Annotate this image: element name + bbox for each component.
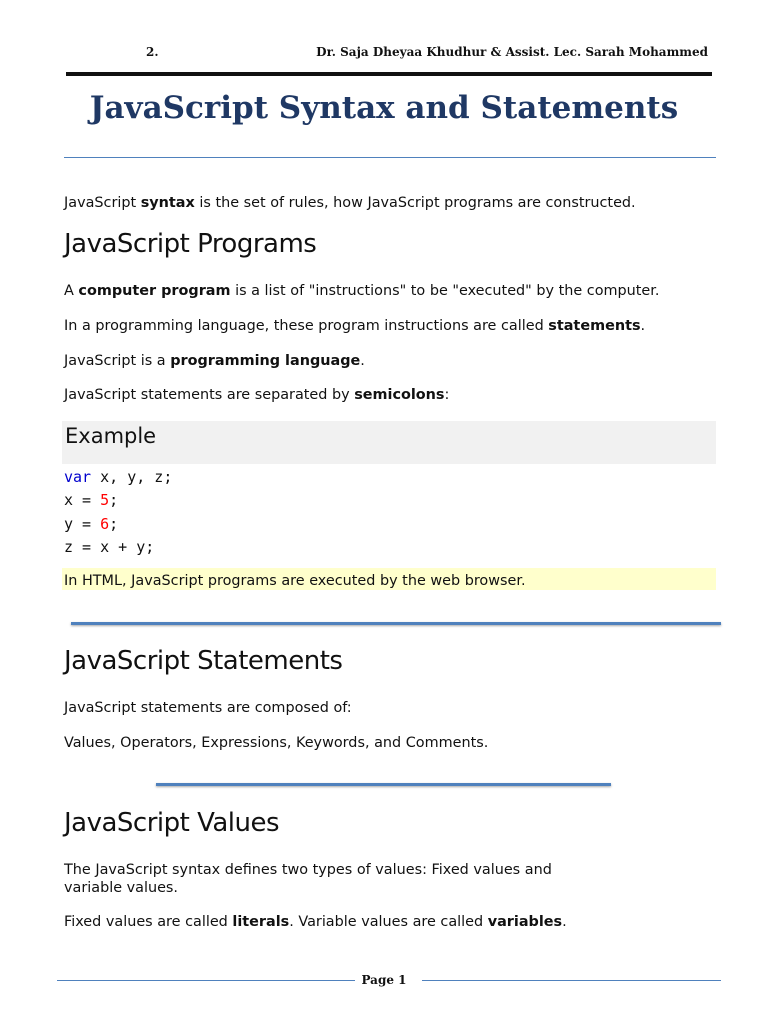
intro-text-1: JavaScript <box>64 195 141 211</box>
programs-paragraph-2 <box>64 317 645 335</box>
values-paragraph-1-line-1: The JavaScript syntax defines two types of values: Fixed values and <box>64 862 552 878</box>
code-keyword: var <box>64 468 92 486</box>
values-paragraph-1-line-2: variable values. <box>64 880 179 896</box>
text: JavaScript statements are separated by <box>64 387 355 403</box>
text: In a programming language, these program instructions are called <box>64 318 549 334</box>
statements-heading: JavaScript Statements <box>64 646 343 676</box>
header-authors: Dr. Saja Dheyaa Khudhur & Assist. Lec. Sarah Mohammed <box>316 45 708 59</box>
text: : <box>444 387 450 403</box>
bold-text: literals <box>232 914 290 930</box>
code-block <box>64 466 172 559</box>
code-text: x = <box>64 491 101 510</box>
statements-paragraph-2: Values, Operators, Expressions, Keywords, and Comments. <box>64 735 489 751</box>
page-title: JavaScript Syntax and Statements <box>89 90 679 126</box>
statements-paragraph-1: JavaScript statements are composed of: <box>64 700 352 716</box>
text: . <box>640 318 646 334</box>
example-label: Example <box>65 424 157 448</box>
section-divider <box>156 783 611 786</box>
bold-text: programming language <box>170 353 361 369</box>
title-rule <box>64 157 716 158</box>
text: is a list of "instructions" to be "executed" by the computer. <box>230 283 660 299</box>
text: . Variable values are called <box>289 914 488 930</box>
section-divider <box>71 622 721 625</box>
code-number: 5 <box>100 491 110 510</box>
bold-text: statements <box>548 318 641 334</box>
text: JavaScript is a <box>64 353 171 369</box>
intro-paragraph <box>64 194 636 212</box>
example-box <box>62 421 716 464</box>
text: Fixed values are called <box>64 914 233 930</box>
code-number: 6 <box>100 514 110 533</box>
bold-text: variables <box>487 914 563 930</box>
bold-text: computer program <box>78 283 231 299</box>
programs-heading: JavaScript Programs <box>64 229 317 259</box>
programs-paragraph-4 <box>64 386 449 404</box>
footer-page-number: Page 1 <box>361 973 407 987</box>
code-text: y = <box>64 514 101 533</box>
bold-text: semicolons <box>354 387 445 403</box>
intro-text-2: is the set of rules, how JavaScript programs are constructed. <box>194 195 636 211</box>
values-paragraph-2 <box>64 913 567 931</box>
programs-paragraph-3 <box>64 352 365 370</box>
text: A <box>64 283 79 299</box>
header-page-number: 2. <box>146 45 159 59</box>
values-heading: JavaScript Values <box>64 808 280 838</box>
intro-bold-syntax: syntax <box>140 195 195 211</box>
code-text: z = x + y; <box>64 537 155 556</box>
code-text: ; <box>109 491 119 510</box>
note-text: In HTML, JavaScript programs are executed by the web browser. <box>64 573 526 589</box>
code-text: ; <box>109 514 119 533</box>
code-text: x, y, z; <box>91 468 173 486</box>
header-rule <box>66 72 712 76</box>
programs-paragraph-1 <box>64 282 659 300</box>
text: . <box>360 353 365 369</box>
text: . <box>562 914 567 930</box>
